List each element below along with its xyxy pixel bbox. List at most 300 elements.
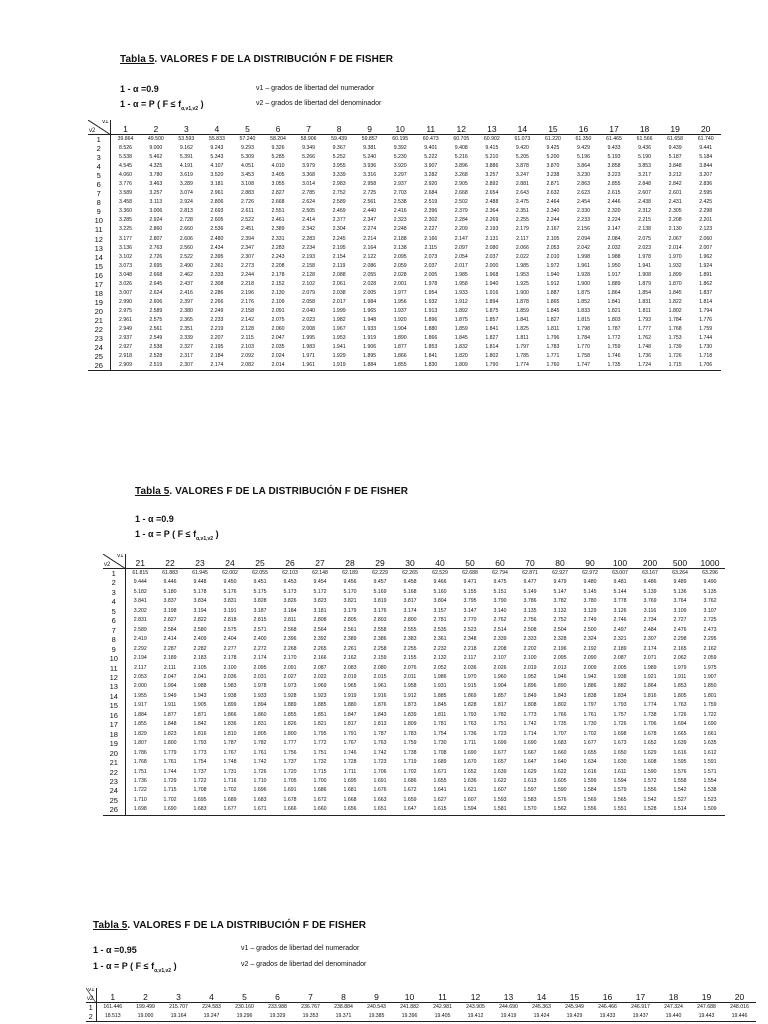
table-cell: 246.466	[598, 1004, 617, 1011]
table-cell: 2.208	[493, 645, 507, 652]
table-cell: 1.647	[395, 805, 425, 815]
table-cell: 4.107	[210, 163, 224, 170]
table-cell: 2.166	[424, 235, 438, 242]
table-cell: 1.985	[454, 271, 468, 278]
table-cell: 1.843	[553, 692, 567, 699]
table-row	[103, 796, 725, 805]
table-cell: 5.222	[424, 154, 438, 161]
table-cell: 2.100	[223, 664, 237, 671]
table-cell: 1.726	[613, 721, 627, 728]
table-cell: 1.823	[163, 730, 177, 737]
table-cell: 5.285	[271, 154, 285, 161]
table-cell: 19.353	[294, 1012, 327, 1022]
table-cell: 2.019	[343, 673, 357, 680]
table-cell: 1.885	[313, 702, 327, 709]
table-cell: 1.784	[668, 316, 682, 323]
table-cell: 5.187	[668, 154, 682, 161]
table-cell: 230.160	[235, 1004, 254, 1011]
table-row	[88, 189, 721, 198]
table-row	[88, 180, 721, 189]
table-title	[93, 920, 753, 931]
table-cell: 1.802	[485, 353, 499, 360]
table-row	[103, 673, 725, 682]
table-cell: 2.323	[393, 217, 407, 224]
table-cell: 2.476	[673, 626, 687, 633]
column-header: 8	[324, 120, 355, 135]
table-cell: 1.683	[253, 796, 267, 803]
table-cell: 3.776	[119, 181, 133, 188]
table-row	[88, 207, 721, 216]
table-cell: 2.005	[363, 289, 377, 296]
table-cell: 2.632	[546, 190, 560, 197]
table-cell: 2.038	[332, 289, 346, 296]
table-cell: 1.576	[673, 768, 687, 775]
table-cell: 1.862	[699, 280, 713, 287]
table-cell: 3.878	[515, 163, 529, 170]
table-cell: 1.732	[313, 759, 327, 766]
table-cell: 2.092	[240, 353, 254, 360]
table-cell: 244.690	[499, 1004, 518, 1011]
table-cell: 1.826	[283, 721, 297, 728]
table-cell: 2.937	[119, 335, 133, 342]
table-cell: 2.924	[179, 199, 193, 206]
column-header: 20	[690, 120, 721, 135]
table-cell: 1.866	[223, 711, 237, 718]
table-cell: 2.080	[373, 664, 387, 671]
table-cell: 1.702	[223, 787, 237, 794]
table-cell: 9.457	[373, 579, 387, 586]
table-cell: 2.975	[119, 307, 133, 314]
table-cell: 2.162	[343, 655, 357, 662]
table-cell: 5.168	[403, 588, 417, 595]
table-cell: 2.855	[607, 181, 621, 188]
table-cell: 1.655	[583, 749, 597, 756]
table-cell: 3.191	[223, 607, 237, 614]
table-cell: 1.912	[403, 692, 417, 699]
table-cell: 2.394	[240, 235, 254, 242]
table-cell: 9.425	[546, 145, 560, 152]
table-cell: 2.339	[179, 335, 193, 342]
table-cell: 2.660	[179, 226, 193, 233]
column-header: 11	[415, 120, 446, 135]
table-cell: 2.189	[613, 645, 627, 652]
column-header: 6	[263, 120, 294, 135]
table-cell: 1.811	[546, 326, 560, 332]
table-cell: 2.095	[393, 253, 407, 260]
table-cell: 1.822	[668, 298, 682, 305]
table-cell: 1.710	[133, 796, 147, 803]
table-cell: 2.312	[638, 208, 652, 215]
table-cell: 1.751	[133, 768, 147, 775]
nu2-label: ν2	[89, 128, 96, 134]
table-cell: 2.924	[149, 217, 163, 224]
table-cell: 1.726	[668, 353, 682, 360]
table-cell: 3.140	[493, 607, 507, 614]
table-cell: 2.595	[699, 190, 713, 197]
table-cell: 58.204	[270, 136, 286, 143]
table-cell: 2.589	[133, 626, 147, 633]
table-cell: 1.794	[699, 307, 713, 314]
table-cell: 1.754	[433, 730, 447, 737]
table-row	[88, 271, 721, 280]
table-cell: 1.748	[223, 759, 237, 766]
table-row	[88, 316, 721, 325]
table-cell: 1.670	[463, 759, 477, 766]
column-header: 23	[185, 554, 215, 569]
table-cell: 1.821	[313, 721, 327, 728]
table-cell: 62.927	[552, 570, 568, 576]
table-cell: 2.138	[638, 226, 652, 233]
table-cell: 1.612	[703, 749, 717, 756]
table-cell: 2.232	[433, 645, 447, 652]
table-cell: 1.855	[283, 711, 297, 718]
table-cell: 2.328	[553, 636, 567, 643]
table-cell: 2.088	[332, 271, 346, 278]
table-cell: 1.798	[576, 326, 590, 332]
table-cell: 2.094	[576, 235, 590, 242]
table-cell: 1.708	[433, 749, 447, 756]
table-cell: 3.230	[576, 172, 590, 179]
table-cell: 1.605	[553, 777, 567, 784]
table-row	[103, 616, 725, 625]
table-cell: 1.877	[393, 344, 407, 351]
table-row	[103, 758, 725, 767]
table-cell: 1.983	[223, 683, 237, 690]
table-cell: 2.728	[179, 217, 193, 224]
table-cell: 2.196	[553, 645, 567, 652]
table-cell: 2.053	[546, 244, 560, 251]
table-cell: 1.797	[583, 702, 597, 709]
table-cell: 9.436	[638, 145, 652, 152]
table-cell: 3.285	[119, 217, 133, 224]
table-cell: 3.844	[699, 163, 713, 170]
table-cell: 2.179	[515, 226, 529, 233]
table-cell: 2.075	[271, 316, 285, 323]
table-cell: 1.800	[163, 740, 177, 747]
table-cell: 2.961	[210, 190, 224, 197]
row-label: 17	[88, 280, 110, 289]
table-cell: 2.277	[223, 645, 237, 652]
table-cell: 2.643	[515, 190, 529, 197]
table-cell: 9.489	[673, 579, 687, 586]
table-cell: 1.607	[493, 787, 507, 794]
table-row	[103, 692, 725, 701]
column-header: 5	[228, 988, 261, 1003]
table-cell: 1.736	[638, 353, 652, 360]
table-cell: 1.790	[477, 361, 508, 371]
table-cell: 1.751	[313, 749, 327, 756]
table-cell: 3.073	[119, 262, 133, 269]
table-cell: 2.504	[553, 626, 567, 633]
table-cell: 1.772	[607, 335, 621, 342]
table-cell: 1.833	[576, 307, 590, 314]
table-cell: 2.154	[332, 253, 346, 260]
table-cell: 3.828	[253, 598, 267, 605]
table-cell: 1.556	[575, 805, 605, 815]
table-cell: 1.854	[638, 289, 652, 296]
table-cell: 1.791	[343, 730, 357, 737]
table-cell: 2.645	[149, 280, 163, 287]
table-cell: 2.031	[253, 673, 267, 680]
table-cell: 243.905	[466, 1004, 485, 1011]
table-cell: 1.938	[613, 673, 627, 680]
table-cell: 1.904	[493, 683, 507, 690]
table-cell: 2.813	[179, 208, 193, 215]
table-cell: 1.718	[699, 353, 713, 360]
table-cell: 2.194	[133, 655, 147, 662]
table-cell: 1.714	[523, 730, 537, 737]
table-cell: 1.889	[607, 280, 621, 287]
table-cell: 1.636	[463, 777, 477, 784]
table-cell: 5.266	[302, 154, 316, 161]
table-cell: 1.955	[133, 692, 147, 699]
column-header: 90	[575, 554, 605, 569]
table-cell: 1.832	[454, 344, 468, 351]
table-cell: 2.781	[433, 617, 447, 624]
table-cell: 2.019	[523, 664, 537, 671]
table-cell: 2.266	[210, 298, 224, 305]
table-cell: 2.589	[332, 199, 346, 206]
table-cell: 1.894	[485, 298, 499, 305]
table-cell: 2.128	[302, 271, 316, 278]
table-cell: 1.961	[576, 262, 590, 269]
table-row	[103, 597, 725, 606]
table-title	[135, 486, 735, 497]
table-cell: 9.444	[133, 579, 147, 586]
table-cell: 5.176	[223, 588, 237, 595]
table-cell: 1.744	[699, 335, 713, 342]
table-cell: 62.189	[342, 570, 358, 576]
table-cell: 1.757	[613, 711, 627, 718]
table-cell: 2.105	[193, 664, 207, 671]
table-cell: 2.475	[515, 199, 529, 206]
table-cell: 5.178	[193, 588, 207, 595]
table-cell: 2.308	[210, 280, 224, 287]
table-cell: 2.243	[271, 253, 285, 260]
table-cell: 3.116	[643, 607, 657, 614]
table-cell: 2.927	[119, 344, 133, 351]
table-cell: 2.128	[240, 326, 254, 332]
row-label: 15	[103, 701, 125, 710]
table-cell: 9.408	[454, 145, 468, 152]
table-cell: 2.011	[403, 673, 417, 680]
table-cell: 61.465	[606, 136, 622, 143]
table-cell: 5.139	[643, 588, 657, 595]
column-header: 2	[129, 988, 162, 1003]
table-cell: 1.988	[607, 253, 621, 260]
table-cell: 2.528	[149, 353, 163, 360]
table-cell: 2.009	[583, 664, 597, 671]
table-cell: 5.200	[546, 154, 560, 161]
table-cell: 3.769	[643, 598, 657, 605]
table-cell: 2.059	[393, 262, 407, 269]
table-cell: 1.607	[463, 796, 477, 803]
table-cell: 1.786	[133, 749, 147, 756]
table-cell: 1.690	[155, 805, 185, 815]
table-cell: 3.176	[373, 607, 387, 614]
table-cell: 1.677	[493, 749, 507, 756]
table-cell: 62.055	[252, 570, 268, 576]
table-cell: 1.528	[635, 805, 665, 815]
table-cell: 2.752	[553, 617, 567, 624]
table-cell: 1.940	[485, 280, 499, 287]
table-cell: 2.414	[302, 217, 316, 224]
table-cell: 3.762	[703, 598, 717, 605]
table-cell: 9.420	[515, 145, 529, 152]
table-cell: 2.007	[699, 244, 713, 251]
table-row	[88, 225, 721, 234]
table-cell: 19.296	[228, 1012, 261, 1022]
table-cell: 1.817	[343, 721, 357, 728]
table-cell: 1.736	[133, 777, 147, 784]
table-cell: 1.719	[403, 759, 417, 766]
row-label: 10	[88, 216, 110, 225]
table-row	[88, 144, 721, 153]
table-cell: 1.845	[668, 289, 682, 296]
table-cell: 3.181	[210, 181, 224, 188]
table-cell: 5.144	[613, 588, 627, 595]
table-cell: 1.805	[673, 692, 687, 699]
probability-subscript: α,ν1,ν2	[181, 105, 199, 112]
table-cell: 5.184	[699, 154, 713, 161]
table-cell: 2.400	[253, 636, 267, 643]
table-cell: 1.761	[253, 749, 267, 756]
table-cell: 1.973	[283, 683, 297, 690]
table-cell: 3.109	[673, 607, 687, 614]
table-cell: 247.324	[664, 1004, 683, 1011]
table-cell: 5.252	[332, 154, 346, 161]
row-label: 1	[88, 135, 110, 145]
table-row	[88, 325, 721, 334]
table-cell: 1.771	[546, 353, 560, 360]
table-cell: 1.659	[403, 796, 417, 803]
table-row	[103, 739, 725, 748]
table-cell: 62.529	[432, 570, 448, 576]
table-cell: 62.148	[312, 570, 328, 576]
table-cell: 1.730	[699, 344, 713, 351]
table-cell: 2.320	[607, 208, 621, 215]
table-cell: 3.848	[668, 163, 682, 170]
table-cell: 2.208	[271, 262, 285, 269]
table-cell: 1.911	[163, 702, 177, 709]
table-cell: 1.581	[485, 805, 515, 815]
table-cell: 1.556	[643, 787, 657, 794]
nu1-label: ν1	[117, 554, 124, 559]
table-cell: 1.917	[133, 702, 147, 709]
table-cell: 1.865	[546, 298, 560, 305]
table-cell: 3.174	[403, 607, 417, 614]
table-cell: 1.579	[613, 787, 627, 794]
table-cell: 1.999	[332, 307, 346, 314]
table-cell: 1.919	[343, 692, 357, 699]
column-header: 7	[294, 988, 327, 1003]
table-row	[88, 216, 721, 225]
table-cell: 1.875	[576, 289, 590, 296]
table-cell: 2.725	[703, 617, 717, 624]
table-cell: 1.746	[607, 353, 621, 360]
table-cell: 1.660	[553, 749, 567, 756]
table-cell: 1.817	[493, 702, 507, 709]
table-cell: 19.164	[162, 1012, 195, 1022]
table-cell: 1.787	[607, 326, 621, 332]
table-row	[88, 352, 721, 361]
table-cell: 1.695	[193, 796, 207, 803]
row-label: 16	[103, 711, 125, 720]
table-cell: 1.841	[607, 298, 621, 305]
table-row	[88, 198, 721, 207]
table-cell: 3.187	[253, 607, 267, 614]
table-cell: 2.080	[485, 244, 499, 251]
table-cell: 1.678	[283, 796, 297, 803]
table-cell: 5.216	[454, 154, 468, 161]
table-cell: 2.871	[546, 181, 560, 188]
table-cell: 1.652	[463, 768, 477, 775]
table-cell: 1.793	[613, 702, 627, 709]
table-cell: 1.807	[133, 740, 147, 747]
column-header: 19	[690, 988, 723, 1003]
row-label: 11	[103, 664, 125, 673]
table-cell: 61.815	[132, 570, 149, 576]
table-cell: 2.060	[699, 235, 713, 242]
table-cell: 53.593	[178, 136, 195, 143]
table-cell: 2.827	[271, 190, 285, 197]
table-cell: 2.958	[363, 181, 377, 188]
table-cell: 2.000	[485, 262, 499, 269]
table-cell: 2.097	[454, 244, 468, 251]
table-cell: 9.429	[576, 145, 590, 152]
table-cell: 1.950	[607, 262, 621, 269]
table-cell: 2.749	[583, 617, 597, 624]
table-cell: 3.026	[119, 280, 133, 287]
table-cell: 2.195	[332, 244, 346, 251]
table-cell: 1.916	[373, 692, 387, 699]
table-cell: 2.138	[393, 244, 407, 251]
table-cell: 2.274	[363, 226, 377, 233]
table-cell: 2.693	[210, 208, 224, 215]
table-cell: 1.554	[703, 777, 717, 784]
column-header: 22	[155, 554, 185, 569]
table-cell: 2.249	[210, 307, 224, 314]
table-cell: 1.676	[373, 787, 387, 794]
table-cell: 1.672	[403, 787, 417, 794]
table-cell: 1.805	[253, 730, 267, 737]
table-cell: 2.196	[240, 289, 254, 296]
table-cell: 5.147	[553, 588, 567, 595]
table-cell: 1.797	[515, 344, 529, 351]
column-header: 15	[538, 120, 569, 135]
row-label: 1	[103, 569, 125, 579]
table-cell: 3.817	[403, 598, 417, 605]
table-cell: 3.238	[546, 172, 560, 179]
table-cell: 1.622	[493, 777, 507, 784]
table-cell: 1.665	[673, 730, 687, 737]
table-cell: 1.958	[454, 280, 468, 287]
table-cell: 2.037	[424, 262, 438, 269]
table-row	[88, 334, 721, 343]
table-cell: 4.060	[119, 172, 133, 179]
table-cell: 1.864	[643, 683, 657, 690]
table-cell: 1.753	[668, 335, 682, 342]
table-cell: 9.392	[393, 145, 407, 152]
table-cell: 2.348	[463, 636, 477, 643]
table-cell: 1.671	[245, 805, 275, 815]
table-row	[88, 280, 721, 289]
table-cell: 3.339	[332, 172, 346, 179]
table-title-text: . VALORES F DE LA DISTRIBUCIÓN F DE FISHER	[154, 54, 394, 65]
table-cell: 1.876	[373, 702, 387, 709]
table-cell: 1.731	[223, 768, 237, 775]
row-label: 14	[103, 692, 125, 701]
